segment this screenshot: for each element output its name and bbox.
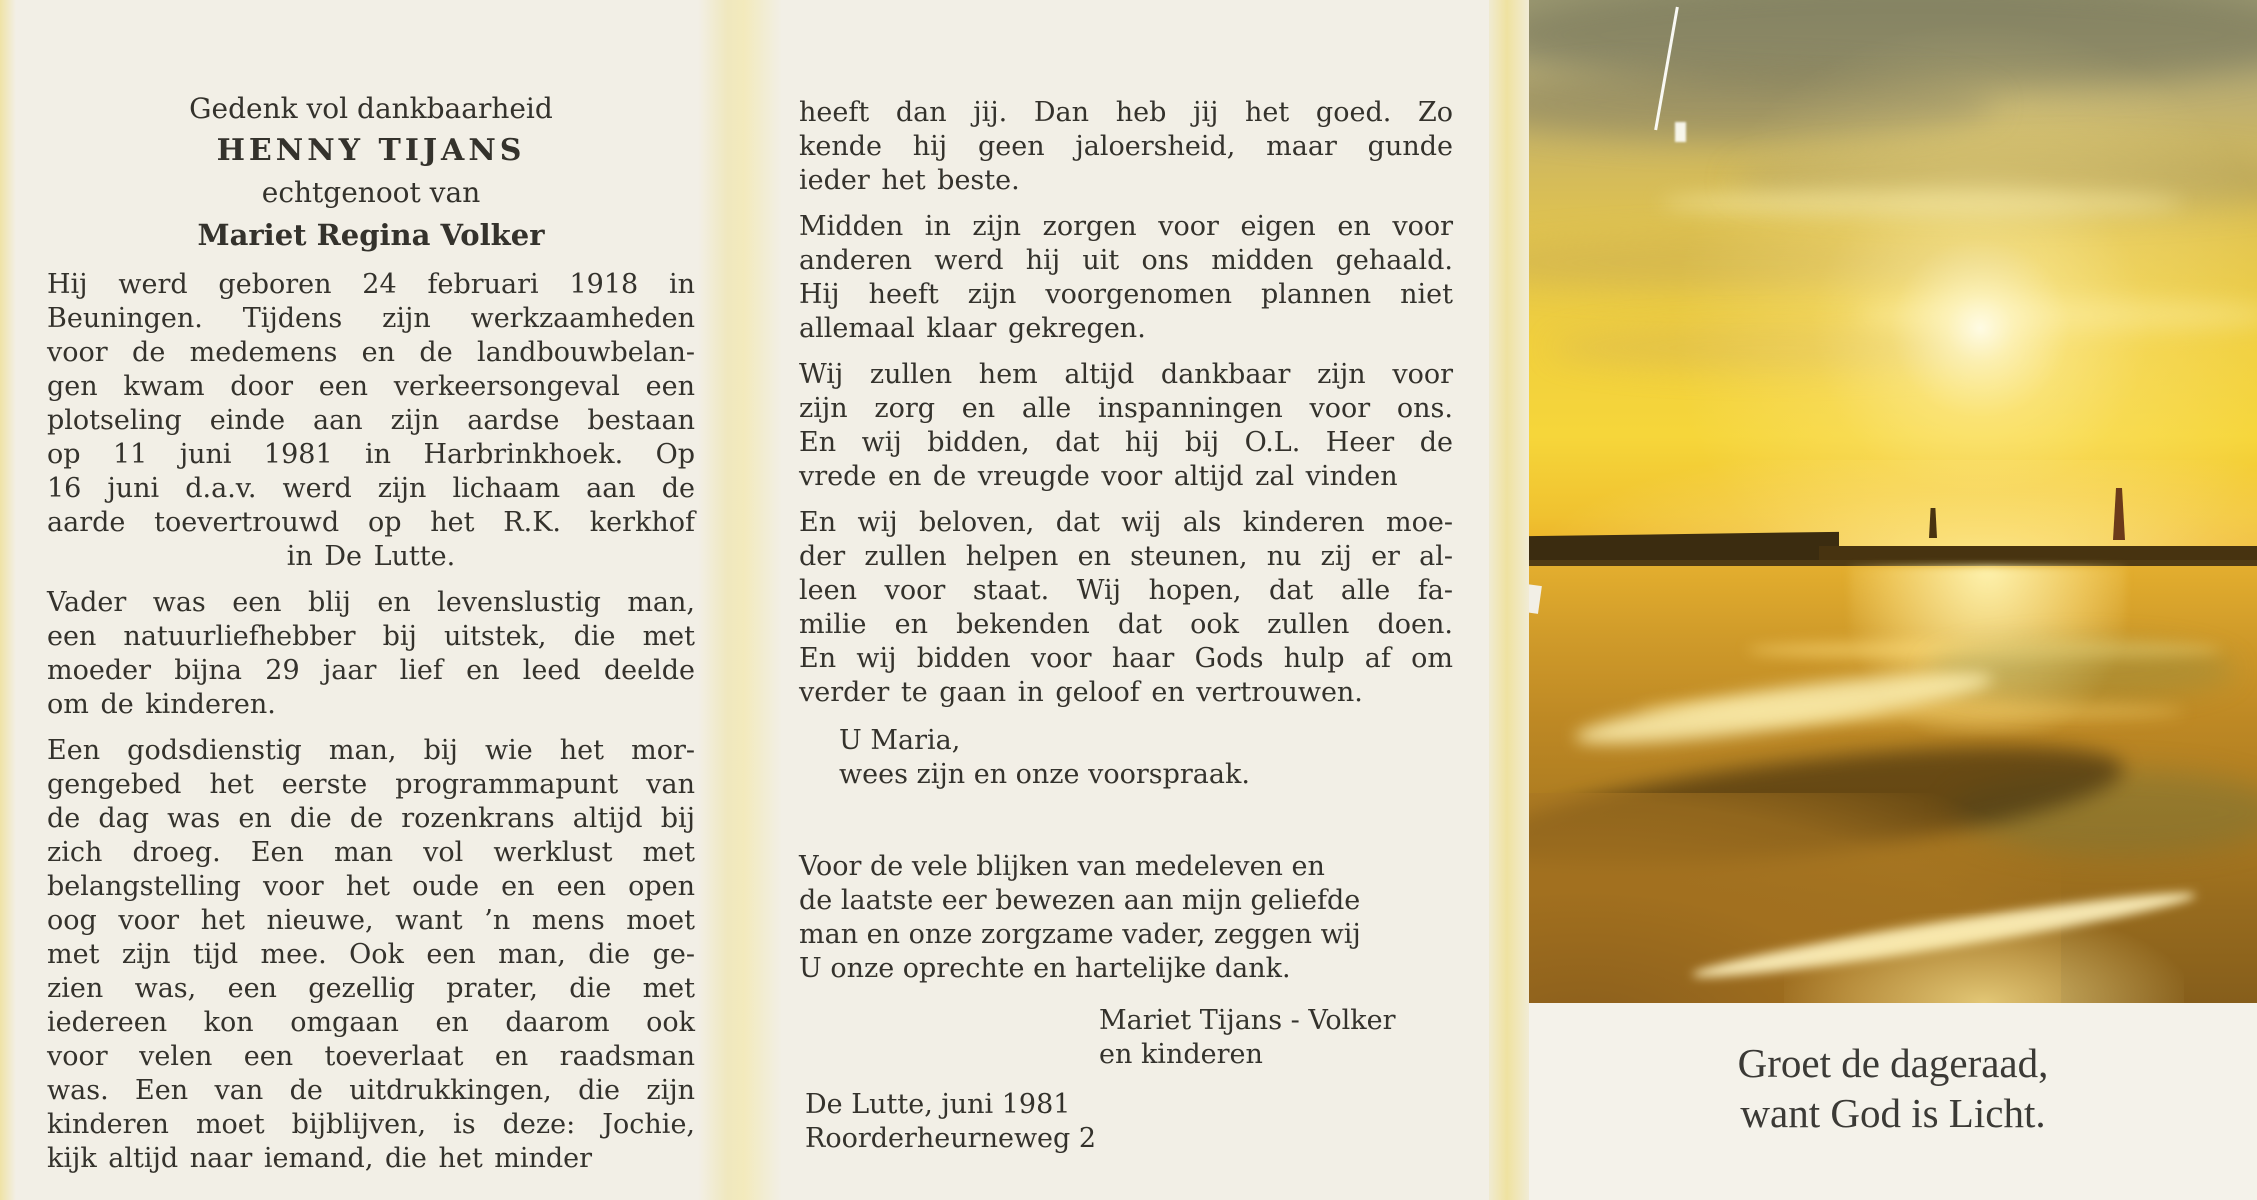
text-line: En wij beloven, dat wij als kinderen moe- (799, 507, 1453, 538)
photo-panel (1529, 0, 2257, 1200)
faith-paragraph (47, 734, 695, 1176)
text-line: En wij bidden voor haar Gods hulp af om (799, 643, 1453, 674)
text-line: leen voor staat. Wij hopen, dat alle fa- (799, 575, 1453, 606)
text-line: Wij zullen hem altijd dankbaar zijn voor (799, 359, 1453, 390)
bereavement-paragraph (799, 210, 1453, 346)
left-page (47, 88, 695, 1176)
photo-caption (1529, 1038, 2257, 1138)
text-line: was. Een van de uitdrukkingen, die zijn (47, 1075, 695, 1106)
prayer-invocation (839, 724, 1453, 792)
text-line: Voor de vele blijken van medeleven en (799, 851, 1325, 882)
text-line: voor velen een toeverlaat en raadsman (47, 1041, 695, 1072)
text-line: U onze oprechte en hartelijke dank. (799, 953, 1291, 984)
text-line: man en onze zorgzame vader, zeggen wij (799, 919, 1361, 950)
sunset-photo (1529, 0, 2257, 1003)
character-paragraph (47, 586, 695, 722)
text-line: Hij heeft zijn voorgenomen plannen niet (799, 279, 1453, 310)
scan-scratch-mark (1675, 122, 1686, 142)
text-line: der zullen helpen en steunen, nu zij er al- (799, 541, 1453, 572)
wet-sand-glow (1784, 913, 2184, 1003)
text-line: Groet de dageraad, (1737, 1040, 2049, 1086)
text-line: zich droeg. Een man vol werklust met (47, 837, 695, 868)
text-line: en kinderen (1099, 1039, 1263, 1070)
promise-paragraph (799, 506, 1453, 710)
text-line: plotseling einde aan zijn aardse bestaan (47, 405, 695, 436)
signature (1099, 1004, 1453, 1072)
text-line: de dag was en die de rozenkrans altijd bij (47, 803, 695, 834)
text-line: wees zijn en onze voorspraak. (839, 759, 1250, 790)
text-line: de laatste eer bewezen aan mijn geliefde (799, 885, 1361, 916)
text-line: Een godsdienstig man, bij wie het mor- (47, 735, 695, 766)
relation-line: echtgenoot van (261, 176, 481, 209)
text-line: Midden in zijn zorgen voor eigen en voor (799, 211, 1453, 242)
acknowledgement-paragraph (799, 850, 1453, 986)
text-line: op 11 juni 1981 in Harbrinkhoek. Op (47, 439, 695, 470)
text-line: Roorderheurneweg 2 (805, 1123, 1097, 1154)
text-line: 16 juni d.a.v. werd zijn lichaam aan de (47, 473, 695, 504)
continuation-paragraph (799, 96, 1453, 198)
text-line: Mariet Tijans - Volker (1099, 1005, 1396, 1036)
text-line: een natuurliefhebber bij uitstek, die met (47, 621, 695, 652)
text-line: U Maria, (839, 725, 961, 756)
text-line: allemaal klaar gekregen. (799, 313, 1146, 344)
text-line: Beuningen. Tijdens zijn werkzaamheden (47, 303, 695, 334)
text-line: om de kinderen. (47, 689, 276, 720)
text-line: voor de medemens en de landbouwbelan- (47, 337, 695, 368)
text-line: zijn zorg en alle inspanningen voor ons. (799, 393, 1453, 424)
middle-page (799, 96, 1453, 1156)
text-line: Vader was een blij en levenslustig man, (47, 587, 695, 618)
green-water-tint (1929, 640, 2235, 700)
dedication-line: Gedenk vol dankbaarheid (189, 92, 553, 125)
text-line: milie en bekenden dat ook zullen doen. (799, 609, 1453, 640)
text-line: iedereen kon omgaan en daarom ook (47, 1007, 695, 1038)
text-line: ieder het beste. (799, 165, 1020, 196)
text-line: gengebed het eerste programmapunt van (47, 769, 695, 800)
text-line: oog voor het nieuwe, want ’n mens moet (47, 905, 695, 936)
text-line: heeft dan jij. Dan heb jij het goed. Zo (799, 97, 1453, 128)
text-line: want God is Licht. (1740, 1090, 2046, 1136)
biography-paragraph (47, 268, 695, 574)
text-line: moeder bijna 29 jaar lief en leed deelde (47, 655, 695, 686)
text-line: aarde toevertrouwd op het R.K. kerkhof (47, 507, 695, 538)
text-line: anderen werd hij uit ons midden gehaald. (799, 245, 1453, 276)
text-line: gen kwam door een verkeersongeval een (47, 371, 695, 402)
text-line: kende hij geen jaloersheid, maar gunde (799, 131, 1453, 162)
gratitude-paragraph (799, 358, 1453, 494)
deceased-name: HENNY TIJANS (216, 133, 526, 168)
text-line: belangstelling voor het oude en een open (47, 871, 695, 902)
card-fold-left (698, 0, 782, 1200)
card-fold-right (1489, 0, 1529, 1200)
text-line: vrede en de vreugde voor altijd zal vinden (799, 461, 1398, 492)
text-line: Hij werd geboren 24 februari 1918 in (47, 269, 695, 300)
text-line: zien was, een gezellig prater, die met (47, 973, 695, 1004)
text-line: En wij bidden, dat hij bij O.L. Heer de (799, 427, 1453, 458)
spouse-name: Mariet Regina Volker (197, 218, 545, 252)
text-line: met zijn tijd mee. Ook een man, die ge- (47, 939, 695, 970)
text-line: De Lutte, juni 1981 (805, 1089, 1071, 1120)
text-line: kijk altijd naar iemand, die het minder (47, 1143, 593, 1174)
text-line: kinderen moet bijblijven, is deze: Jochie, (47, 1109, 695, 1140)
scan-left-edge (0, 0, 16, 1200)
text-line: verder te gaan in geloof en vertrouwen. (799, 677, 1363, 708)
text-line: in De Lutte. (286, 541, 456, 572)
place-date (805, 1088, 1453, 1156)
